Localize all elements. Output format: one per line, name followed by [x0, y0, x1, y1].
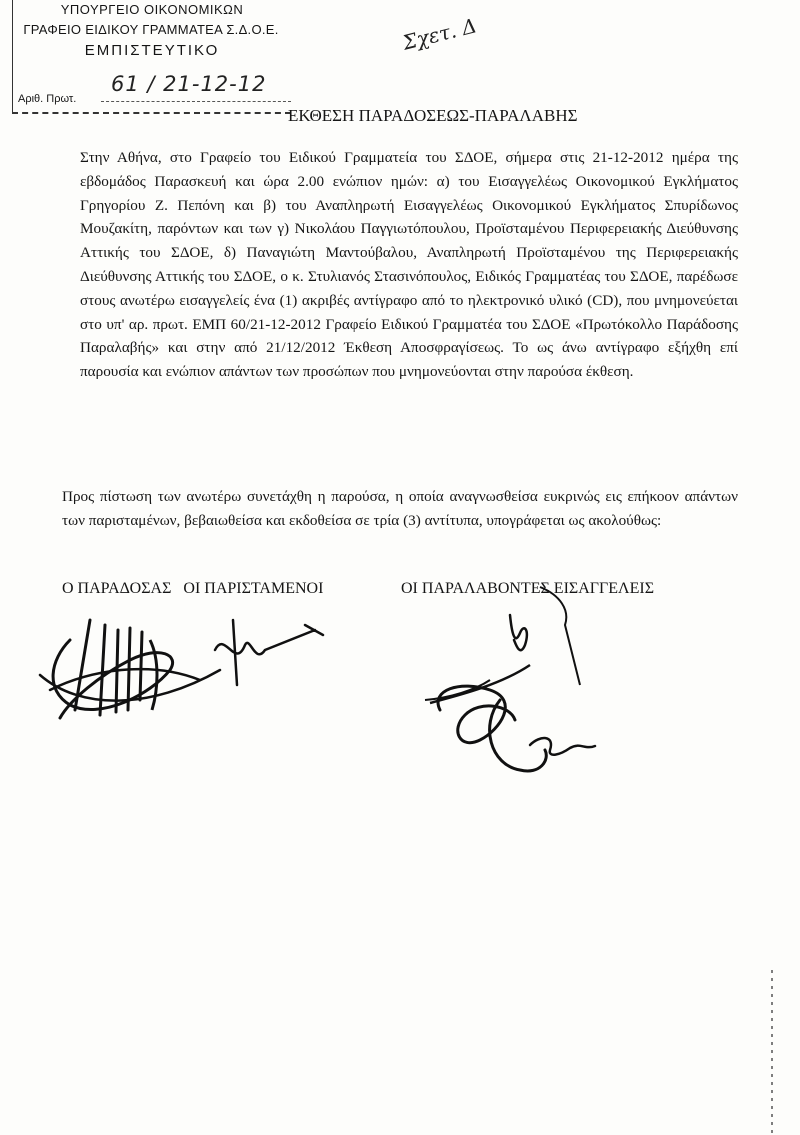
stamp-protocol-label: Αριθ. Πρωτ. — [18, 93, 77, 105]
body-paragraph-2: Προς πίστωση των ανωτέρω συνετάχθη η παρούσα, η οποία αναγνωσθείσα ευκρινώς εις επήκοον απάντων των παρισταμένων, βεβαιωθείσα και εκδοθείσα σε τρία (3) αντίτυπα, υπογράφεται ως ακολούθως: — [62, 488, 738, 529]
signature-label-left: Ο ΠΑΡΑΔΟΣΑΣ ΟΙ ΠΑΡΙΣΤΑΜΕΝΟΙ — [62, 580, 324, 597]
stamp-office: ΓΡΑΦΕΙΟ ΕΙΔΙΚΟΥ ΓΡΑΜΜΑΤΕΑ Σ.Δ.Ο.Ε. — [23, 22, 279, 37]
signature-label-right: ΟΙ ΠΑΡΑΛΑΒΟΝΤΕΣ ΕΙΣΑΓΓΕΛΕΙΣ — [401, 580, 655, 597]
stamp-classification: ΕΜΠΙΣΤΕΥΤΙΚΟ — [84, 42, 220, 59]
stamp-ministry: ΥΠΟΥΡΓΕΙΟ ΟΙΚΟΝΟΜΙΚΩΝ — [60, 2, 244, 17]
signature-present-1 — [205, 610, 335, 690]
protocol-stamp — [12, 0, 291, 114]
scan-edge-marks — [770, 970, 774, 1135]
handwritten-annotation: Σχετ. Δ — [400, 13, 480, 55]
document-title: ΕΚΘΕΣΗ ΠΑΡΑΔΟΣΕΩΣ-ΠΑΡΑΛΑΒΗΣ — [288, 106, 578, 125]
stamp-protocol-number: 61 / 21-12-12 — [111, 72, 267, 96]
body-paragraph-1: Στην Αθήνα, στο Γραφείο του Ειδικού Γραμματεία του ΣΔΟΕ, σήμερα στις 21-12-2012 ημέρα της εβδομάδος Παρασκευή και ώρα 2.00 ενώπιον ημών: α) του Εισαγγελέως Οικονομικού Εγκλήματος Γρηγορίου Ζ. Πεπόνη και β) του Αναπληρωτή Εισαγγελέως Οικονομικού Εγκλήματος Σπυρίδωνος Μουζακίτη, παρόντων και των γ) Νικολάου Παγγιωτόπουλου, Προϊσταμένου Περιφερειακής Διεύθυνσης Αττικής του ΣΔΟΕ, δ) Παναγιώτη Μαντούβαλου, Αναπληρωτή Προϊσταμένου της Περιφερειακής Διεύθυνσης Αττικής του ΣΔΟΕ, ο κ. Στυλιανός Στασινόπουλος, Ειδικός Γραμματέας του ΣΔΟΕ, παρέδωσε στους ανωτέρω εισαγγελείς ένα (1) ακριβές αντίγραφο από το ηλεκτρονικό υλικό (CD), που μνημονεύεται στο υπ' αρ. πρωτ. ΕΜΠ 60/21-12-2012 Γραφείο Ειδικού Γραμματέα του ΣΔΟΕ «Πρωτόκολλο Παράδοσης Παραλαβής» και στην από 21/12/2012 Έκθεση Αποσφραγίσεως. Το ως άνω αντίγραφο εξήχθη επί παρουσία και ενώπιον απάντων των προσώπων που μνημονεύονται στην παρούσα έκθεση. — [80, 149, 738, 381]
stamp-dotted-line — [101, 101, 291, 102]
signature-prosecutor-2 — [420, 670, 620, 790]
